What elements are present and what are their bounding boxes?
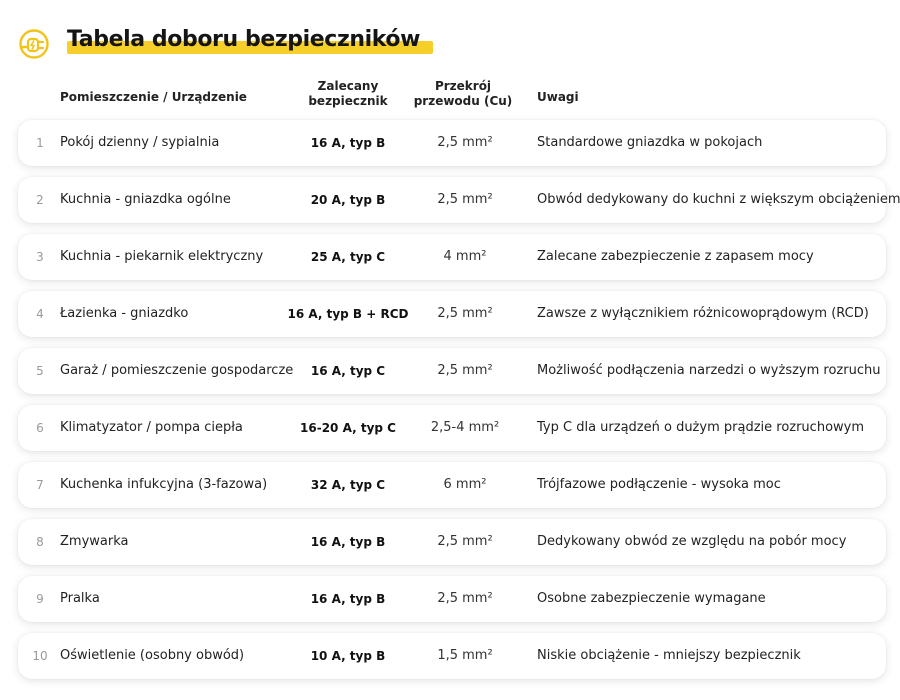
header-room: Pomieszczenie / Urządzenie	[60, 90, 247, 104]
row-fuse: 16 A, typ B + RCD	[287, 307, 409, 321]
row-fuse: 16-20 A, typ C	[300, 421, 396, 435]
row-room: Klimatyzator / pompa ciepła	[60, 420, 243, 435]
header-wire-line1: Przekrój	[434, 79, 492, 93]
header-fuse	[296, 79, 400, 109]
row-number: 5	[36, 364, 44, 378]
row-wire: 2,5-4 mm²	[430, 420, 500, 435]
row-wire: 2,5 mm²	[437, 591, 493, 606]
row-number: 1	[36, 136, 44, 150]
row-fuse: 10 A, typ B	[310, 649, 386, 663]
row-number: 4	[36, 307, 44, 321]
row-room: Zmywarka	[60, 534, 129, 549]
row-notes: Typ C dla urządzeń o dużym prądzie rozruchowym	[537, 420, 865, 435]
row-fuse: 20 A, typ B	[310, 193, 386, 207]
table-row	[18, 234, 886, 280]
row-number: 3	[36, 250, 44, 264]
row-fuse: 16 A, typ C	[310, 364, 386, 378]
header-fuse-line1: Zalecany	[317, 79, 379, 93]
row-wire: 2,5 mm²	[437, 534, 493, 549]
row-notes: Osobne zabezpieczenie wymagane	[537, 591, 766, 606]
row-wire: 2,5 mm²	[437, 306, 493, 321]
row-number: 7	[36, 478, 44, 492]
row-notes: Zawsze z wyłącznikiem różnicowoprądowym (RCD)	[537, 306, 869, 321]
row-room: Łazienka - gniazdko	[60, 306, 189, 321]
row-wire: 4 mm²	[443, 249, 487, 264]
row-room: Oświetlenie (osobny obwód)	[60, 648, 245, 663]
row-wire: 2,5 mm²	[437, 363, 493, 378]
table-row	[18, 519, 886, 565]
row-number: 6	[36, 421, 44, 435]
header-wire	[410, 79, 516, 109]
header-wire-line2: przewodu (Cu)	[413, 94, 513, 108]
row-notes: Zalecane zabezpieczenie z zapasem mocy	[537, 249, 814, 264]
row-notes: Dedykowany obwód ze względu na pobór mocy	[537, 534, 847, 549]
table-row	[18, 291, 886, 337]
row-room: Kuchenka infukcyjna (3-fazowa)	[60, 477, 268, 492]
row-fuse: 16 A, typ B	[310, 535, 386, 549]
row-number: 2	[36, 193, 44, 207]
row-room: Pralka	[60, 591, 100, 606]
table-row	[18, 177, 900, 223]
row-fuse: 25 A, typ C	[310, 250, 386, 264]
row-room: Kuchnia - gniazdka ogólne	[60, 192, 231, 207]
row-wire: 6 mm²	[443, 477, 487, 492]
row-fuse: 32 A, typ C	[310, 478, 386, 492]
page-title: Tabela doboru bezpieczników	[67, 27, 421, 52]
table-row	[18, 462, 886, 508]
row-notes: Trójfazowe podłączenie - wysoka moc	[537, 477, 781, 492]
table-row	[18, 633, 886, 679]
row-notes: Możliwość podłączenia narzedzi o wyższym rozruchu	[537, 363, 881, 378]
electric-plug-icon	[18, 28, 50, 60]
row-number: 8	[36, 535, 44, 549]
table-row	[18, 576, 886, 622]
row-notes: Standardowe gniazdka w pokojach	[537, 135, 763, 150]
row-number: 9	[36, 592, 44, 606]
header-fuse-line2: bezpiecznik	[308, 94, 388, 108]
row-wire: 2,5 mm²	[437, 192, 493, 207]
row-room: Kuchnia - piekarnik elektryczny	[60, 249, 264, 264]
row-notes: Niskie obciążenie - mniejszy bezpiecznik	[537, 648, 801, 663]
row-wire: 1,5 mm²	[437, 648, 493, 663]
table-row	[18, 348, 886, 394]
table-row	[18, 405, 886, 451]
table-header	[0, 78, 900, 114]
row-number: 10	[32, 649, 48, 663]
row-fuse: 16 A, typ B	[310, 136, 386, 150]
row-fuse: 16 A, typ B	[310, 592, 386, 606]
row-room: Garaż / pomieszczenie gospodarcze	[60, 363, 294, 378]
header-notes: Uwagi	[537, 90, 579, 104]
row-wire: 2,5 mm²	[437, 135, 493, 150]
row-room: Pokój dzienny / sypialnia	[60, 135, 220, 150]
row-notes: Obwód dedykowany do kuchni z większym obciążeniem	[537, 192, 900, 207]
table-row	[18, 120, 886, 166]
